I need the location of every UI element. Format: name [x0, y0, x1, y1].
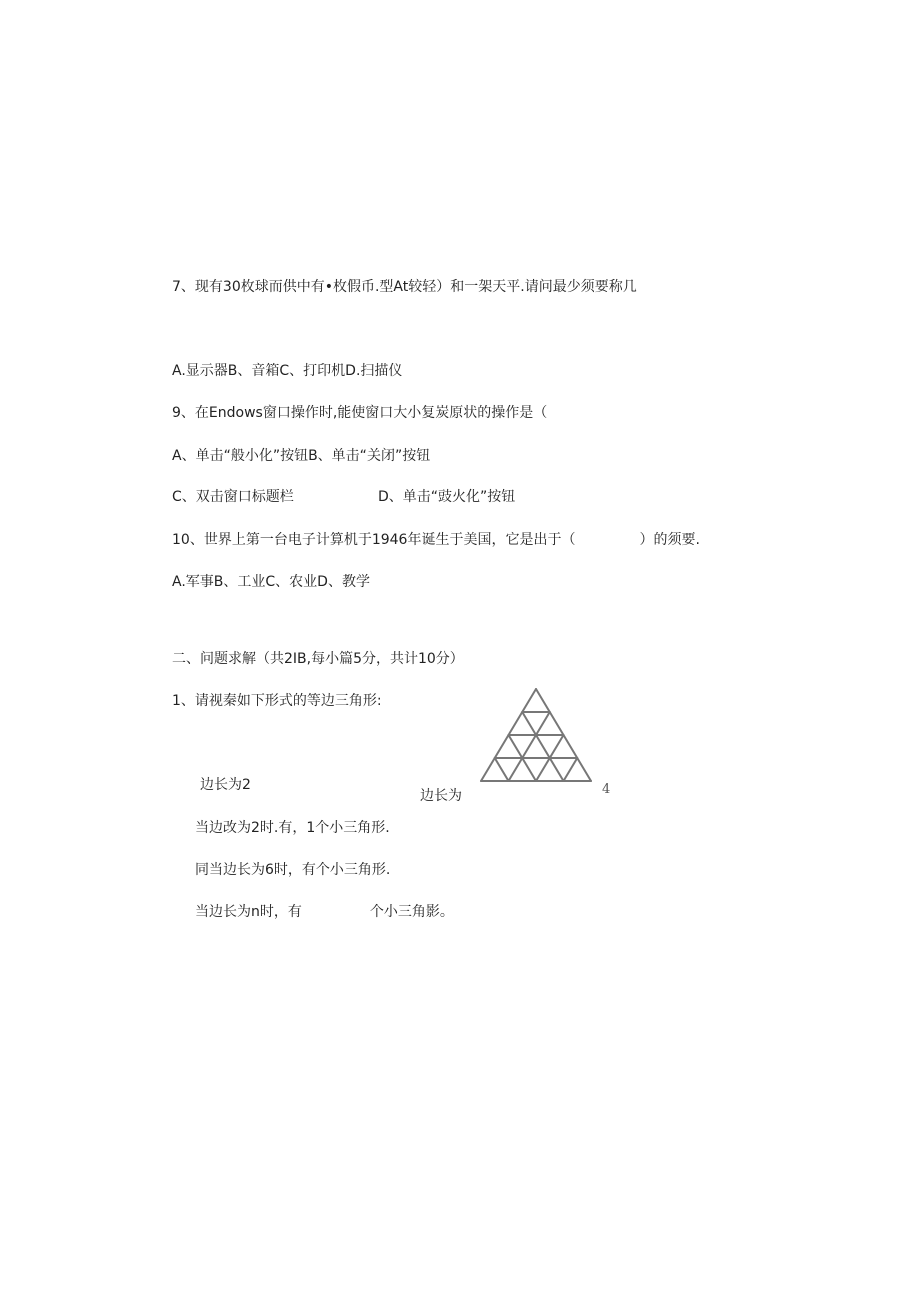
statement-line-3-text: 当边长为n时，有	[195, 904, 302, 920]
statement-line-1: 当边改为2时.有，1个小三角形.	[195, 820, 390, 836]
side-label-2: 边长为2	[200, 777, 251, 793]
question-9-option-d: D、单击“豉火化”按钮	[378, 489, 516, 505]
triangle-grid	[481, 689, 591, 781]
problem-1: 1、请视秦如下形式的等边三角形:	[172, 693, 382, 709]
section-2-title: 二、问题求解（共2IB,每小篇5分，共计10分）	[172, 651, 464, 667]
triangle-left-slant-line	[564, 758, 578, 781]
statement-line-3	[195, 903, 454, 921]
question-8-options: A.显示器B、音箱C、打印机D.扫描仪	[172, 363, 403, 379]
statement-line-3-tail: 个小三角影。	[369, 904, 454, 920]
question-10-options: A.军事B、工业C、农业D、教学	[172, 574, 370, 590]
triangle-figure	[478, 686, 594, 784]
statement-line-2: 同当边长为6时，有个小三角形.	[195, 862, 391, 878]
question-10	[172, 531, 700, 549]
side-label-4: 边长为	[420, 788, 462, 804]
question-10-text: 10、世界上第一台电子计算机于1946年诞生于美国，它是出于（	[172, 532, 576, 548]
triangle-right-slant-line	[495, 758, 509, 781]
question-9-option-c: C、双击窗口标题栏	[172, 489, 294, 505]
figure-number-4: 4	[602, 782, 611, 797]
question-7: 7、现有30枚球而供中有•枚假币.型At较轻）和一架天平.请问最少须要称几	[172, 279, 637, 295]
question-9-options-ab: A、单击“般小化”按钮B、单击“关闭”按钮	[172, 448, 431, 464]
question-9: 9、在Endows窗口操作时,能使窗口大小复炭原状的操作是（	[172, 405, 548, 421]
question-10-tail: ）的须要.	[639, 532, 700, 548]
